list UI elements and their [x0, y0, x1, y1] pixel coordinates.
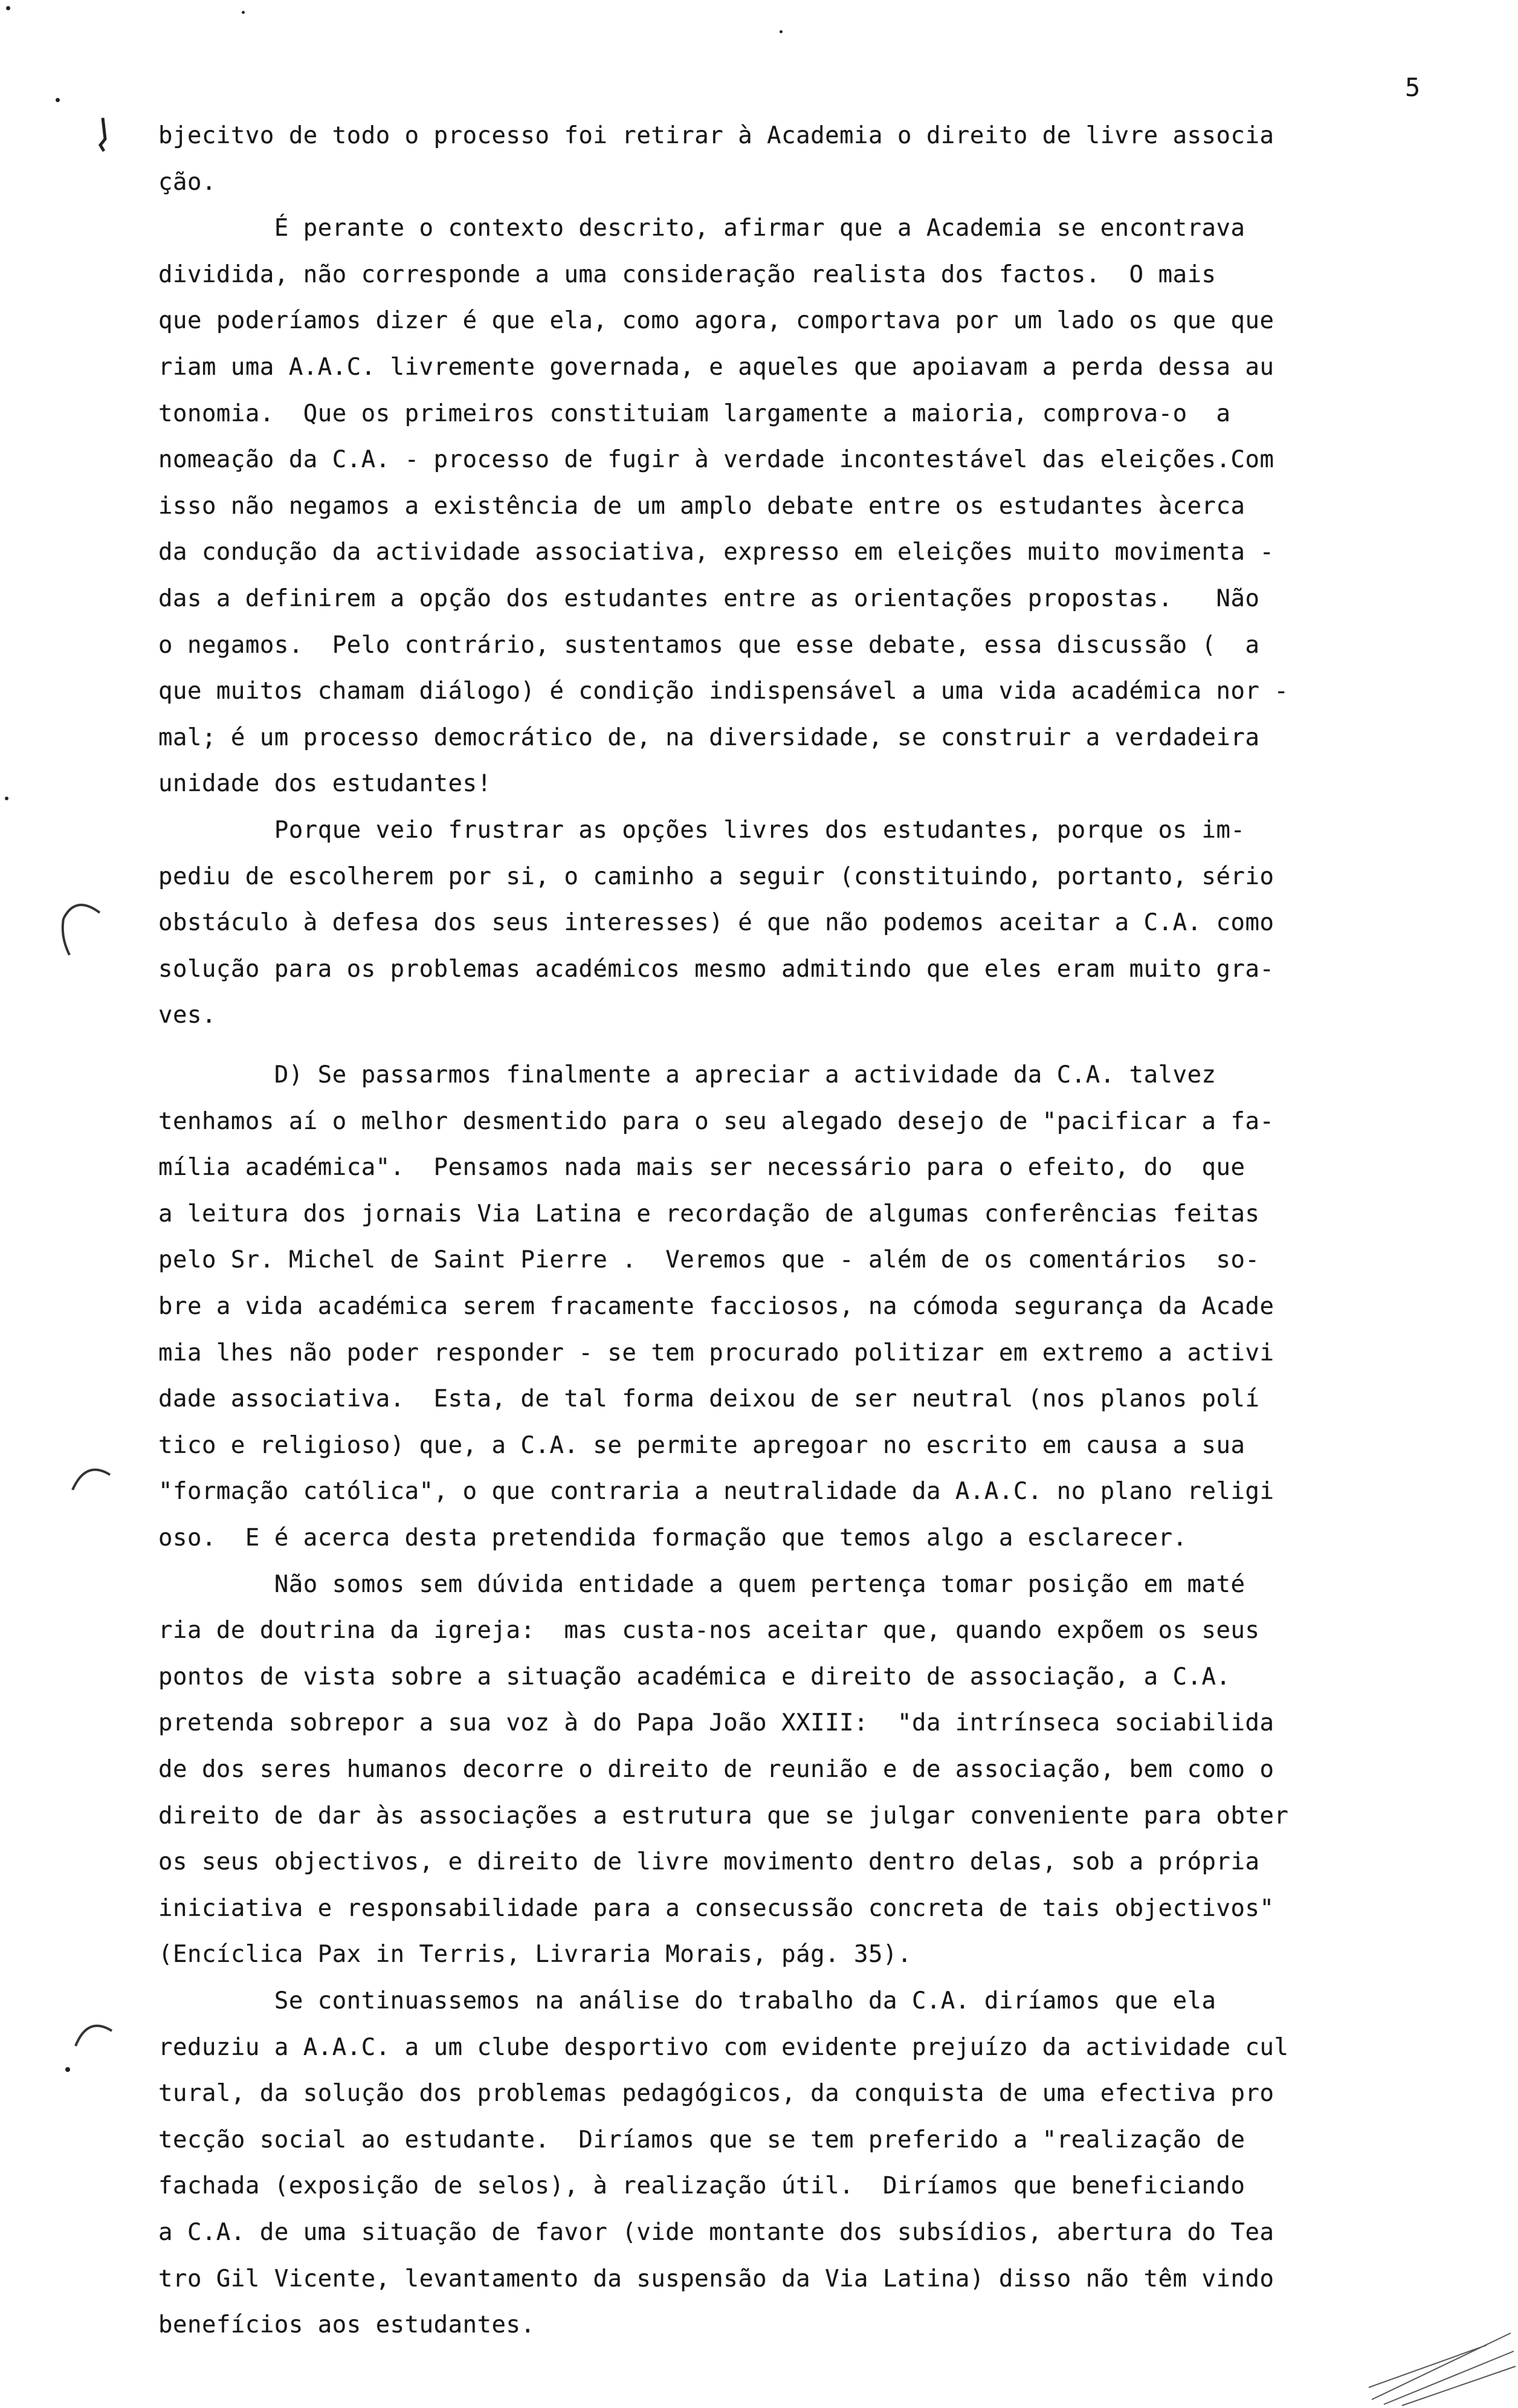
text-line: ria de doutrina da igreja: mas custa-nos aceitar que, quando expõem os seus: [158, 1617, 1260, 1645]
text-line: unidade dos estudantes!: [158, 770, 492, 798]
text-line: a leitura dos jornais Via Latina e recordação de algumas conferências feitas: [158, 1200, 1260, 1228]
text-line: bjecitvo de todo o processo foi retirar à Academia o direito de livre associa: [158, 122, 1274, 149]
text-line: mia lhes não poder responder - se tem procurado politizar em extremo a activi: [158, 1339, 1274, 1367]
text-line: benefícios aos estudantes.: [158, 2311, 535, 2339]
text-line: o negamos. Pelo contrário, sustentamos que esse debate, essa discussão ( a: [158, 631, 1260, 659]
text-line: Porque veio frustrar as opções livres dos estudantes, porque os im-: [158, 817, 1245, 844]
text-line: D) Se passarmos finalmente a apreciar a actividade da C.A. talvez: [158, 1061, 1216, 1089]
text-line: pediu de escolherem por si, o caminho a seguir (constituindo, portanto, sério: [158, 863, 1274, 890]
text-line: iniciativa e responsabilidade para a consecussão concreta de tais objectivos": [158, 1894, 1274, 1922]
text-line: da condução da actividade associativa, expresso em eleições muito movimenta -: [158, 539, 1274, 566]
margin-speck: [56, 98, 60, 102]
text-line: obstáculo à defesa dos seus interesses) é que não podemos aceitar a C.A. como: [158, 909, 1274, 937]
margin-speck: [242, 11, 245, 14]
text-line: mal; é um processo democrático de, na diversidade, se construir a verdadeira: [158, 723, 1260, 751]
text-line: (Encíclica Pax in Terris, Livraria Morais, pág. 35).: [158, 1941, 912, 1969]
text-line: dividida, não corresponde a uma consideração realista dos factos. O mais: [158, 261, 1216, 288]
page-number: 5: [1405, 73, 1421, 102]
text-line: dade associativa. Esta, de tal forma deixou de ser neutral (nos planos polí: [158, 1385, 1260, 1413]
text-line: tecção social ao estudante. Diríamos que se tem preferido a "realização de: [158, 2126, 1245, 2154]
text-line: pretenda sobrepor a sua voz à do Papa João XXIII: "da intrínseca sociabilida: [158, 1709, 1274, 1737]
text-line: das a definirem a opção dos estudantes entre as orientações propostas. Não: [158, 585, 1260, 612]
margin-bracket-mark: [68, 1463, 116, 1511]
text-line: a C.A. de uma situação de favor (vide montante dos subsídios, abertura do Tea: [158, 2219, 1274, 2246]
text-line: bre a vida académica serem fracamente facciosos, na cómoda segurança da Acade: [158, 1293, 1274, 1320]
text-line: "formação católica", o que contraria a neutralidade da A.A.C. no plano religi: [158, 1478, 1274, 1506]
text-line: mília académica". Pensamos nada mais ser necessário para o efeito, do que: [158, 1154, 1245, 1182]
text-line: oso. E é acerca desta pretendida formação que temos algo a esclarecer.: [158, 1524, 1187, 1552]
margin-pencil-mark: [91, 115, 115, 169]
text-line: tonomia. Que os primeiros constituiam largamente a maioria, comprova-o a: [158, 400, 1231, 427]
text-line: riam uma A.A.C. livremente governada, e aqueles que apoiavam a perda dessa au: [158, 354, 1274, 381]
text-line: Se continuassemos na análise do trabalho da C.A. diríamos que ela: [158, 1987, 1216, 2015]
text-line: que poderíamos dizer é que ela, como agora, comportava por um lado os que que: [158, 307, 1274, 335]
text-line: Não somos sem dúvida entidade a quem pertença tomar posição em maté: [158, 1570, 1245, 1598]
text-line: É perante o contexto descrito, afirmar que a Academia se encontrava: [158, 215, 1245, 242]
margin-bracket-mark: [57, 895, 106, 961]
text-line: tro Gil Vicente, levantamento da suspensão da Via Latina) disso não têm vindo: [158, 2265, 1274, 2293]
text-line: pelo Sr. Michel de Saint Pierre . Veremos que - além de os comentários so-: [158, 1246, 1260, 1274]
text-line: tural, da solução dos problemas pedagógicos, da conquista de uma efectiva pro: [158, 2080, 1274, 2108]
margin-speck: [5, 797, 8, 800]
text-line: tico e religioso) que, a C.A. se permite apregoar no escrito em causa a sua: [158, 1431, 1245, 1459]
text-line: ção.: [158, 168, 216, 196]
text-line: reduziu a A.A.C. a um clube desportivo com evidente prejuízo da actividade cul: [158, 2033, 1289, 2061]
text-line: isso não negamos a existência de um amplo debate entre os estudantes àcerca: [158, 492, 1245, 520]
text-line: os seus objectivos, e direito de livre movimento dentro delas, sob a própria: [158, 1848, 1260, 1876]
margin-bracket-mark: [69, 2016, 118, 2064]
text-line: tenhamos aí o melhor desmentido para o seu alegado desejo de "pacificar a fa-: [158, 1107, 1274, 1135]
text-line: pontos de vista sobre a situação académica e direito de associação, a C.A.: [158, 1663, 1231, 1691]
text-line: fachada (exposição de selos), à realização útil. Diríamos que beneficiando: [158, 2172, 1245, 2200]
text-line: direito de dar às associações a estrutura que se julgar conveniente para obter: [158, 1802, 1289, 1830]
text-line: que muitos chamam diálogo) é condição indispensável a uma vida académica nor -: [158, 678, 1289, 705]
margin-speck: [65, 2067, 70, 2072]
corner-scribble: [1366, 2309, 1517, 2408]
text-line: de dos seres humanos decorre o direito de reunião e de associação, bem como o: [158, 1756, 1274, 1783]
margin-speck: [780, 30, 783, 33]
text-line: nomeação da C.A. - processo de fugir à verdade incontestável das eleições.Com: [158, 446, 1274, 474]
margin-speck: [6, 6, 10, 10]
text-line: solução para os problemas académicos mesmo admitindo que eles eram muito gra-: [158, 955, 1274, 983]
text-line: ves.: [158, 1002, 216, 1029]
